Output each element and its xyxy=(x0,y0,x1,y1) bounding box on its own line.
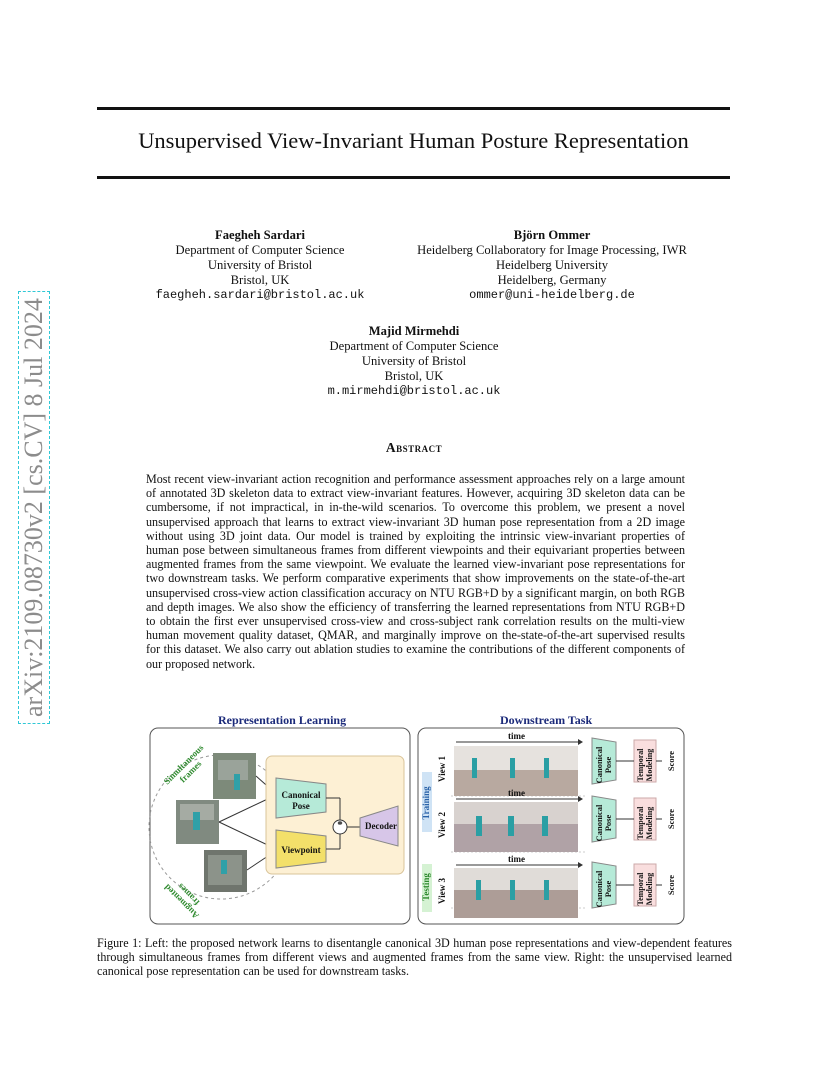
title-top-rule xyxy=(97,107,730,110)
view-label: View 1 xyxy=(437,756,447,782)
canonical-pose-label: Canonical Pose xyxy=(594,870,613,908)
author-email[interactable]: m.mirmehdi@bristol.ac.uk xyxy=(327,384,501,398)
view-label: View 2 xyxy=(437,812,447,838)
author-affiliation: Bristol, UK xyxy=(230,273,290,287)
author-affiliation: Bristol, UK xyxy=(384,369,444,383)
testing-label: Testing xyxy=(421,873,431,901)
simultaneous-frames-label: Simultaneous frames xyxy=(161,742,206,787)
paper-title: Unsupervised View-Invariant Human Posture Representation xyxy=(138,128,689,153)
training-frame-thumbnail xyxy=(213,753,256,799)
author-block xyxy=(110,228,410,303)
view-label: View 3 xyxy=(437,878,447,904)
abstract-text: Most recent view-invariant action recognition and performance assessment approaches rely on a large amount of annotated 3D skeleton data to extract view-invariant features. However, acquiring 3D skeleton data can be cumbersome, if not impractical, in in-the-wild scenarios. To overcome this problem, we present a novel unsupervised approach that learns to extract view-invariant 3D human pose representation from a 2D image without using 3D joint data. Our model is trained by exploiting the intrinsic view-invariant properties of human pose between simultaneous frames from different viewpoints and their equivariant properties between augmented frames from the same viewpoint. We evaluate the learned view-invariant pose representations for two downstream tasks. We perform comparative experiments that show improvements on the state-of-the-art unsupervised cross-view action classification accuracy on NTU RGB+D by a significant margin, on both RGB and depth images. We also show the efficiency of transferring the learned representations from NTU RGB+D to obtain the first ever unsupervised cross-view and cross-subject rank correlation results on the multi-view human movement quality dataset, QMAR, and marginally improve on the-state-of-the-art supervised results for this dataset. We also carry out ablation studies to examine the contributions of the different components of our proposed network. xyxy=(146,472,685,671)
augmented-frames-label: Augmented frames xyxy=(162,881,202,921)
star-operator: * xyxy=(337,819,343,831)
score-label: Score xyxy=(666,750,676,772)
video-frames-view-2 xyxy=(454,802,578,852)
author-affiliation: University of Bristol xyxy=(361,354,467,368)
score-label: Score xyxy=(666,874,676,896)
representation-learning-heading: Representation Learning xyxy=(218,713,347,727)
author-affiliation: Heidelberg Collaboratory for Image Processing, IWR xyxy=(417,243,687,257)
author-affiliation: Heidelberg University xyxy=(495,258,609,272)
title-bottom-rule xyxy=(97,176,730,179)
training-frame-thumbnail xyxy=(204,850,247,892)
video-frames-view-3 xyxy=(454,868,578,918)
abstract-heading: Abstract xyxy=(385,440,443,455)
canonical-pose-label: Canonical Pose xyxy=(594,746,613,784)
time-label: time xyxy=(508,854,525,864)
score-label: Score xyxy=(666,808,676,830)
temporal-modeling-label: Temporal Modeling xyxy=(636,872,654,906)
viewpoint-label: Viewpoint xyxy=(281,845,321,855)
training-frame-thumbnail xyxy=(176,800,219,844)
figure-caption: Figure 1: Left: the proposed network learns to disentangle canonical 3D human pose representations and view-dependent features through simultaneous frames from different views and augmented frames from the same view. Right: the unsupervised learned canonical pose representation can be used for downstream tasks. xyxy=(97,936,732,979)
canonical-pose-label: Canonical Pose xyxy=(281,790,321,811)
author-affiliation: Heidelberg, Germany xyxy=(497,273,607,287)
arxiv-identifier[interactable]: arXiv:2109.08730v2 [cs.CV] 8 Jul 2024 xyxy=(18,291,50,724)
author-affiliation: University of Bristol xyxy=(207,258,313,272)
author-email[interactable]: ommer@uni-heidelberg.de xyxy=(469,288,635,302)
time-label: time xyxy=(508,731,525,741)
author-name: Majid Mirmehdi xyxy=(368,324,460,338)
figure-1 xyxy=(146,712,686,932)
author-name: Björn Ommer xyxy=(513,228,591,242)
time-label: time xyxy=(508,788,525,798)
author-affiliation: Department of Computer Science xyxy=(175,243,345,257)
temporal-modeling-label: Temporal Modeling xyxy=(636,748,654,782)
canonical-pose-label: Canonical Pose xyxy=(594,804,613,842)
author-affiliation: Department of Computer Science xyxy=(329,339,499,353)
downstream-task-heading: Downstream Task xyxy=(500,713,593,727)
author-email[interactable]: faegheh.sardari@bristol.ac.uk xyxy=(155,288,365,302)
training-label: Training xyxy=(421,786,431,820)
author-block xyxy=(264,324,564,399)
author-name: Faegheh Sardari xyxy=(215,228,305,242)
decoder-label: Decoder xyxy=(365,821,397,831)
temporal-modeling-label: Temporal Modeling xyxy=(636,806,654,840)
author-block xyxy=(392,228,712,303)
